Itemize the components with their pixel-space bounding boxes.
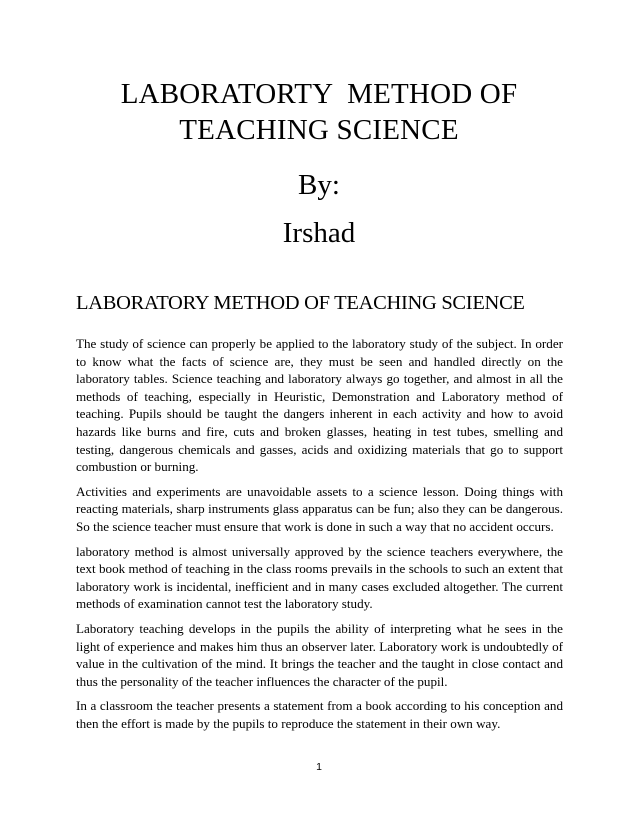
paragraph-2: Activities and experiments are unavoidable assets to a science lesson. Doing things with reacting materials, sharp instruments glass apparatus can be fun; also they can be dangerous. So the science teacher must ensure that work is done in such a way that no accident occurs. [76,483,563,534]
paragraph-4: Laboratory teaching develops in the pupils the ability of interpreting what he sees in the light of experience and makes him thus an observer later. Laboratory work is undoubtedly of value in the cultivation of the mind. It brings the teacher and the taught in close contact and thus the personality of the teacher influences the character of the pupil. [76,620,563,689]
body-text [76,335,563,739]
page-number: 1 [316,761,322,773]
title-block [0,76,638,251]
document-title-line-2: TEACHING SCIENCE [179,114,459,146]
document-title-line-1: LABORATORTY METHOD OF [120,78,518,110]
section-heading: LABORATORY METHOD OF TEACHING SCIENCE [76,292,525,314]
paragraph-5: In a classroom the teacher presents a statement from a book according to his conception and then the effort is made by the pupils to reproduce the statement in their own way. [76,698,563,731]
paragraph-3: laboratory method is almost universally approved by the science teachers everywhere, the text book method of teaching in the class rooms prevails in the schools to such an extent that laboratory work is incidental, inefficient and in many cases excluded altogether. The current methods of examination cannot test the laboratory study. [76,543,563,612]
byline-label: By: [298,169,340,201]
author-name: Irshad [282,217,356,249]
paragraph-1: The study of science can properly be applied to the laboratory study of the subject. In order to know what the facts of science are, they must be seen and handled directly on the laboratory tables. Science teaching and laboratory always go together, and almost in all the methods of teaching, especially in Heuristic, Demonstration and Laboratory method of teaching. Pupils should be taught the dangers inherent in each activity and how to avoid hazards like burns and fire, cuts and broken glasses, heating in test tubes, smelling and testing, dangerous chemicals and gasses, acids and oxidizing materials that go to support combustion or burning. [76,336,563,475]
